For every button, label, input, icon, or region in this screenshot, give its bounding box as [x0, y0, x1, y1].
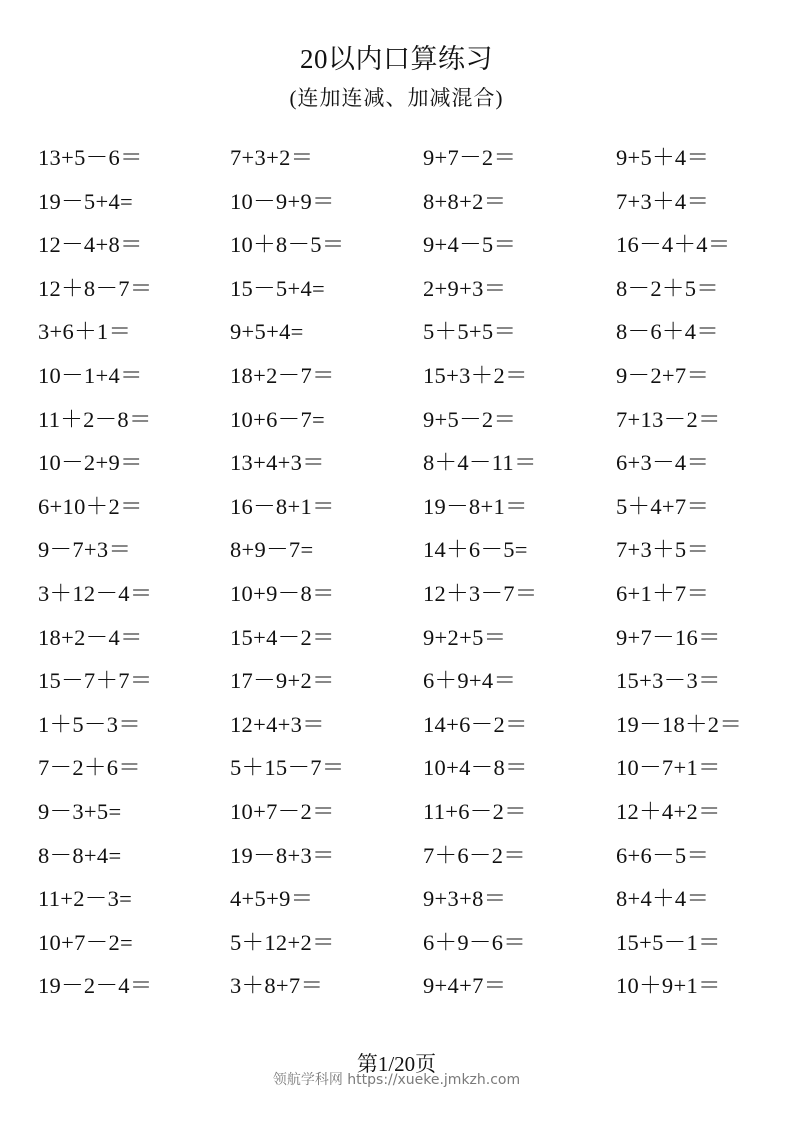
problem-item: 5＋5+5＝: [423, 319, 517, 345]
problem-item: 10+7－2＝: [230, 798, 335, 824]
problem-item: 14+6－2＝: [423, 711, 528, 737]
problem-item: 3＋12－4＝: [38, 580, 153, 606]
problem-item: 13+4+3＝: [230, 450, 325, 476]
problem-item: 19－8+3＝: [230, 842, 335, 868]
problem-item: 19－18＋2＝: [616, 711, 743, 737]
problem-item: 16－8+1＝: [230, 493, 335, 519]
problem-item: 8－6＋4＝: [616, 319, 720, 345]
problem-item: 19－2－4＝: [38, 973, 153, 999]
problem-item: 15+3－3＝: [616, 668, 721, 694]
problem-item: 15+5－1＝: [616, 929, 721, 955]
problem-item: 19－8+1＝: [423, 493, 528, 519]
problem-item: 13+5－6＝: [38, 145, 143, 170]
problem-item: 12－4+8＝: [38, 232, 143, 258]
problem-item: 7－2＋6＝: [38, 755, 142, 781]
problem-item: 1＋5－3＝: [38, 711, 142, 737]
problem-item: 3＋8+7＝: [230, 973, 324, 999]
problem-item: 8＋4－11＝: [423, 450, 537, 476]
page-subtitle: (连加连减、加减混合): [289, 86, 504, 110]
problem-item: 11+6－2＝: [423, 798, 527, 824]
problem-item: 5＋15－7＝: [230, 755, 345, 781]
problem-item: 10＋9+1＝: [616, 973, 721, 999]
problem-item: 10＋8－5＝: [230, 232, 345, 258]
problem-item: 10+9－8＝: [230, 580, 335, 606]
problem-item: 5＋4+7＝: [616, 493, 710, 519]
problem-item: 7＋6－2＝: [423, 842, 527, 868]
problem-item: 9+3+8＝: [423, 886, 507, 912]
problem-item: 5＋12+2＝: [230, 929, 335, 955]
problem-item: 9+2+5＝: [423, 624, 507, 650]
problem-item: 9－2+7＝: [616, 362, 710, 388]
problem-item: 16－4＋4＝: [616, 232, 731, 258]
problem-item: 11+2－3=: [38, 886, 133, 912]
problem-item: 9+5＋4＝: [616, 145, 710, 170]
problem-item: 12＋4+2＝: [616, 798, 721, 824]
problem-item: 14＋6－5=: [423, 537, 528, 563]
problem-item: 7+3+2＝: [230, 145, 314, 170]
problem-item: 15+3＋2＝: [423, 362, 528, 388]
problem-item: 6＋9+4＝: [423, 668, 517, 694]
problem-item: 10+7－2=: [38, 929, 133, 955]
page-title: 20以内口算练习: [300, 44, 493, 74]
problem-item: 9+7－16＝: [616, 624, 721, 650]
problem-grid: [38, 138, 778, 1010]
problem-item: 15－7＋7＝: [38, 668, 153, 694]
problem-item: 10－2+9＝: [38, 450, 143, 476]
problem-item: 4+5+9＝: [230, 886, 314, 912]
problem-item: 11＋2－8＝: [38, 406, 152, 432]
problem-item: 8+4＋4＝: [616, 886, 710, 912]
problem-item: 10+4－8＝: [423, 755, 528, 781]
problem-item: 9+4+7＝: [423, 973, 507, 999]
problem-item: 9+7－2＝: [423, 145, 517, 170]
problem-item: 9+4－5＝: [423, 232, 517, 258]
problem-item: 8－2＋5＝: [616, 275, 720, 301]
page-number: 第1/20页: [356, 1052, 437, 1076]
problem-item: 7+3＋5＝: [616, 537, 710, 563]
problem-item: 8+8+2＝: [423, 188, 507, 214]
problem-item: 9－3+5=: [38, 798, 122, 824]
problem-item: 6+1＋7＝: [616, 580, 710, 606]
problem-item: 10－7+1＝: [616, 755, 721, 781]
problem-item: 8+9－7=: [230, 537, 314, 563]
problem-item: 7+3＋4＝: [616, 188, 710, 214]
problem-item: 6+6－5＝: [616, 842, 710, 868]
problem-item: 8－8+4=: [38, 842, 122, 868]
problem-item: 12＋3－7＝: [423, 580, 538, 606]
problem-item: 15－5+4=: [230, 275, 325, 301]
problem-item: 9－7+3＝: [38, 537, 132, 563]
problem-item: 6+10＋2＝: [38, 493, 143, 519]
problem-item: 12＋8－7＝: [38, 275, 153, 301]
problem-item: 2+9+3＝: [423, 275, 507, 301]
problem-item: 6+3－4＝: [616, 450, 710, 476]
problem-item: 10－1+4＝: [38, 362, 143, 388]
problem-item: 7+13－2＝: [616, 406, 721, 432]
problem-item: 9+5－2＝: [423, 406, 517, 432]
problem-item: 17－9+2＝: [230, 668, 335, 694]
problem-item: 6＋9－6＝: [423, 929, 527, 955]
problem-item: 15+4－2＝: [230, 624, 335, 650]
problem-item: 10－9+9＝: [230, 188, 335, 214]
problem-item: 18+2－4＝: [38, 624, 143, 650]
problem-item: 3+6＋1＝: [38, 319, 132, 345]
site-watermark: 领航学科网 https://xueke.jmkzh.com: [272, 1072, 521, 1088]
problem-item: 12+4+3＝: [230, 711, 325, 737]
problem-item: 10+6－7=: [230, 406, 325, 432]
problem-item: 9+5+4=: [230, 319, 304, 345]
problem-item: 19－5+4=: [38, 188, 133, 214]
problem-item: 18+2－7＝: [230, 362, 335, 388]
